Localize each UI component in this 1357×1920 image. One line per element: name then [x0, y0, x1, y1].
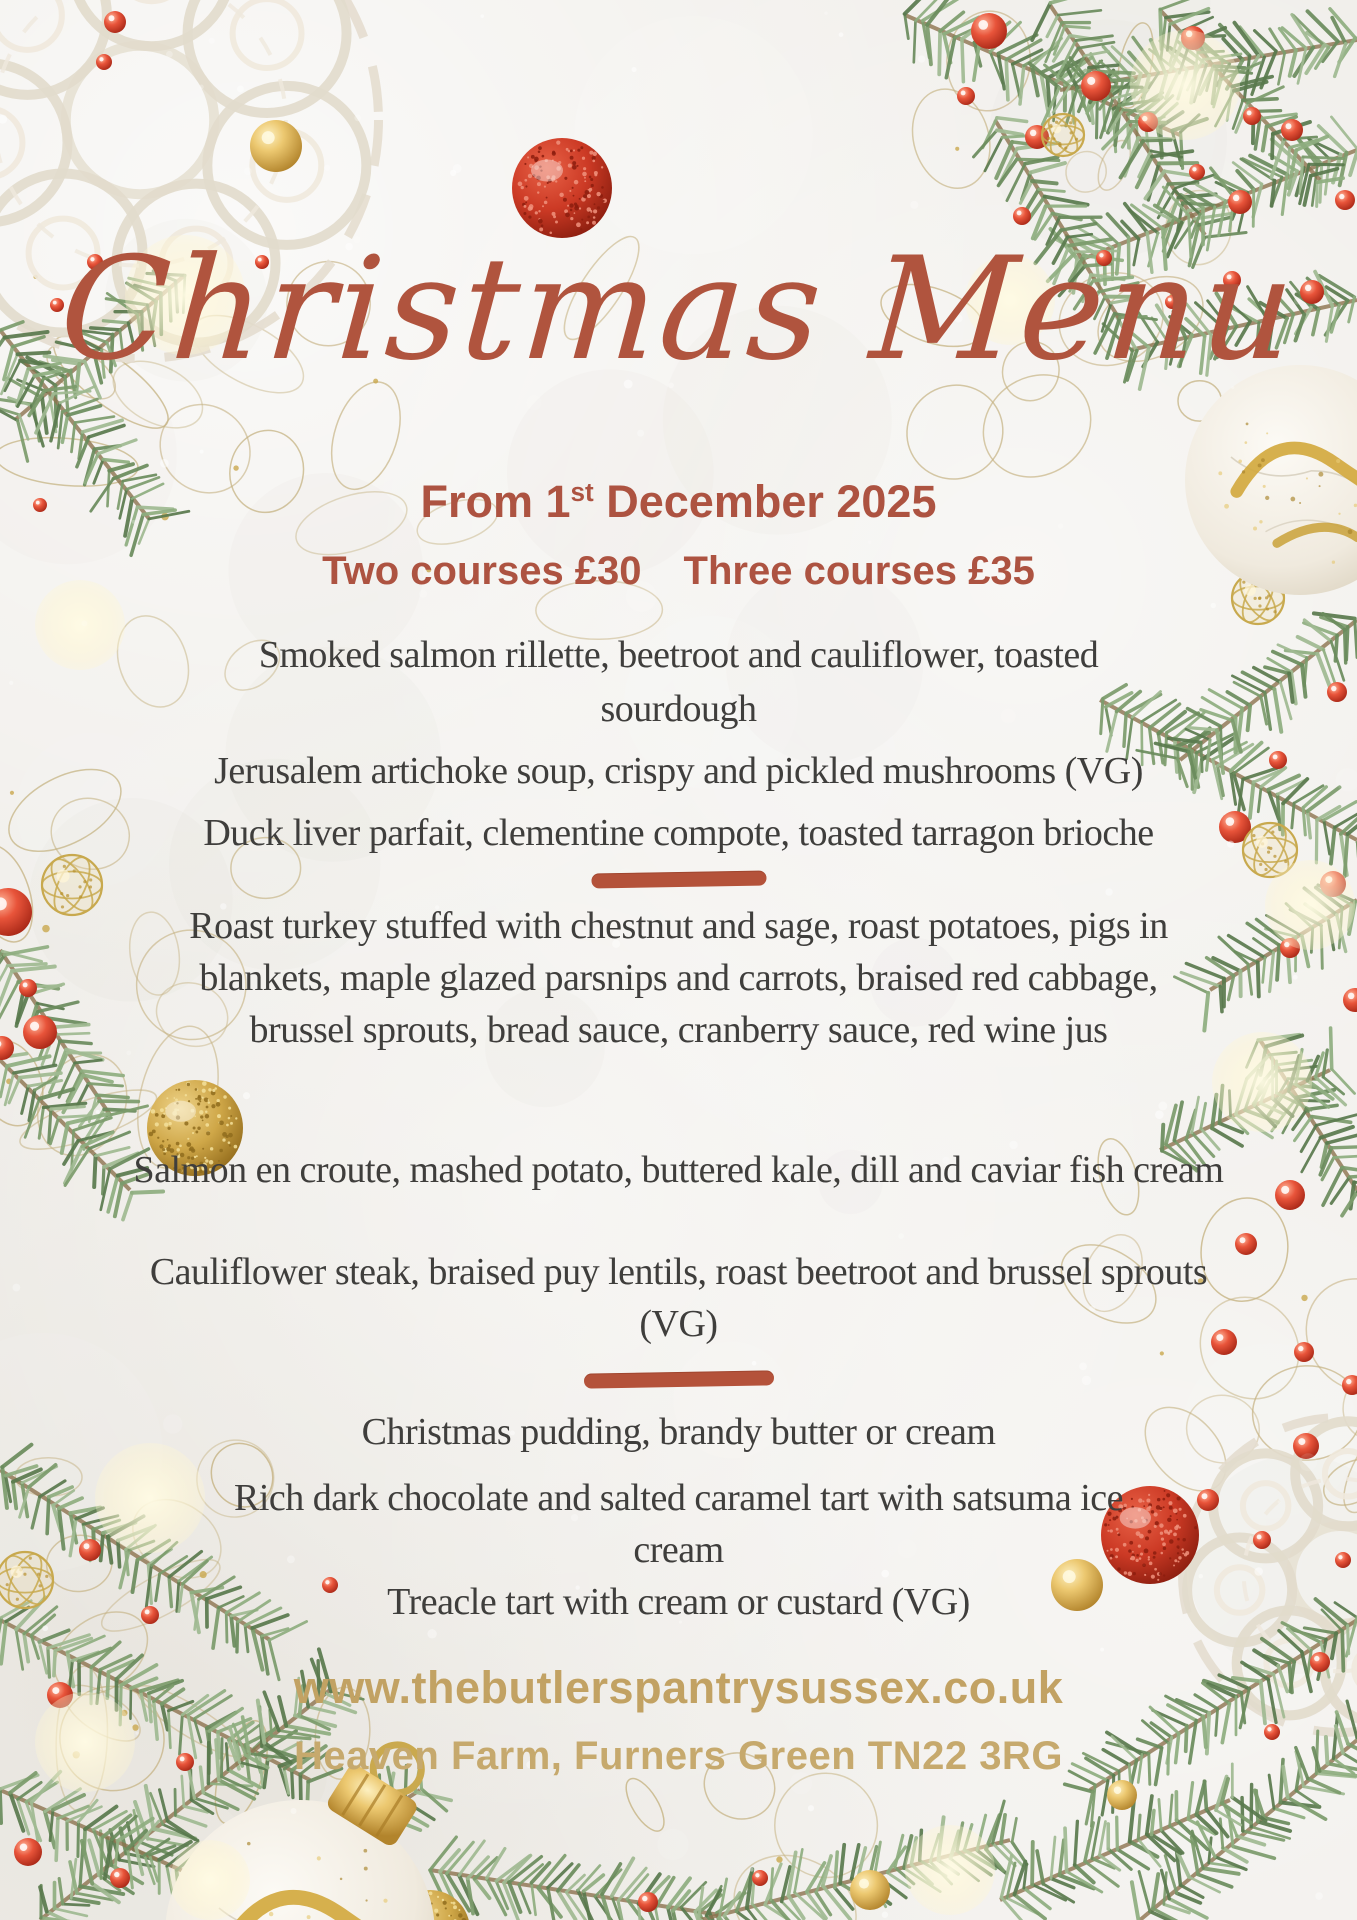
menu-item-line: Roast turkey stuffed with chestnut and sage, roast potatoes, pigs in: [189, 905, 1168, 947]
three-courses-price: Three courses £35: [683, 549, 1035, 593]
menu-item-line: Treacle tart with cream or custard (VG): [387, 1581, 970, 1623]
dessert-item-chocolate-tart: [0, 1472, 1357, 1576]
menu-item-line: cream: [633, 1529, 724, 1571]
pricing-line: [0, 541, 1357, 601]
starter-item-2: [0, 744, 1357, 798]
menu-item-line: blankets, maple glazed parsnips and carrots, braised red cabbage,: [199, 957, 1158, 999]
starter-item-1: [0, 628, 1357, 736]
main-item-turkey: [0, 900, 1357, 1056]
main-item-salmon: [0, 1144, 1357, 1196]
menu-item-line: Rich dark chocolate and salted caramel tart with satsuma ice: [233, 1477, 1123, 1519]
address-line: Heaven Farm, Furners Green TN22 3RG: [294, 1734, 1063, 1778]
two-courses-price: Two courses £30: [322, 549, 642, 593]
menu-item-line: Cauliflower steak, braised puy lentils, roast beetroot and brussel sprouts: [149, 1251, 1208, 1293]
menu-item-line: Jerusalem artichoke soup, crispy and pickled mushrooms (VG): [214, 750, 1143, 792]
date-rest: December 2025: [593, 476, 937, 527]
menu-item-line: Duck liver parfait, clementine compote, toasted tarragon brioche: [203, 812, 1154, 854]
main-item-cauliflower: [0, 1246, 1357, 1350]
website-link[interactable]: www.thebutlerspantrysussex.co.uk: [293, 1662, 1064, 1713]
section-divider-2: [583, 1370, 773, 1388]
section-divider-1: [591, 870, 766, 888]
menu-item-line: brussel sprouts, bread sauce, cranberry sauce, red wine jus: [249, 1009, 1108, 1051]
menu-item-line: (VG): [639, 1303, 718, 1345]
dessert-item-pudding: [0, 1406, 1357, 1458]
date-prefix: From 1: [420, 476, 571, 527]
menu-item-line: Christmas pudding, brandy butter or cream: [361, 1411, 996, 1453]
dessert-item-treacle-tart: [0, 1576, 1357, 1628]
menu-item-line: sourdough: [600, 688, 757, 730]
page-title: Christmas Menu: [55, 227, 1302, 392]
date-superscript: st: [570, 477, 594, 507]
menu-item-line: Smoked salmon rillette, beetroot and cauliflower, toasted: [258, 634, 1099, 676]
date-line: [0, 470, 1357, 534]
menu-item-line: Salmon en croute, mashed potato, buttered kale, dill and caviar fish cream: [133, 1149, 1224, 1191]
starter-item-3: [0, 806, 1357, 860]
